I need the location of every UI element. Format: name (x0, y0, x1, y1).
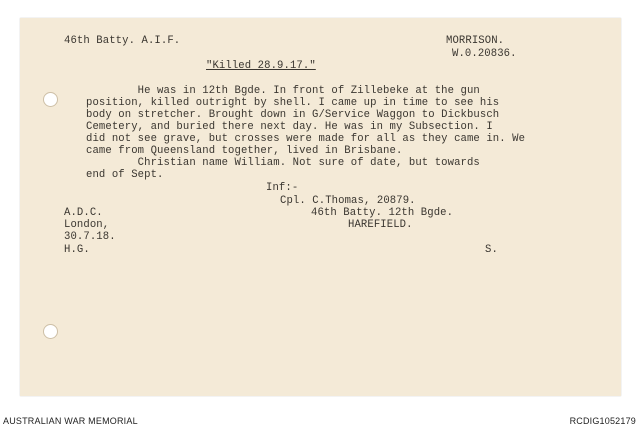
punch-hole-bottom (43, 324, 58, 339)
office-initials: H.G. (64, 244, 90, 256)
document-sheet (20, 18, 621, 396)
unit-header: 46th Batty. A.I.F. (64, 35, 181, 47)
punch-hole-top (43, 92, 58, 107)
service-number: W.0.20836. (452, 48, 517, 60)
informant-unit: 46th Batty. 12th Bgde. (311, 207, 454, 219)
statement-line: end of Sept. (86, 169, 164, 181)
informant-location: HAREFIELD. (348, 219, 413, 231)
office-date: 30.7.18. (64, 231, 116, 243)
statement-line: Christian name William. Not sure of date, but towards (86, 157, 480, 169)
signoff: S. (485, 244, 498, 256)
surname: MORRISON. (446, 35, 505, 47)
footer-archive-name: AUSTRALIAN WAR MEMORIAL (3, 416, 138, 426)
statement-line: Cemetery, and buried there next day. He was in my Subsection. I (86, 121, 493, 133)
document-title: "Killed 28.9.17." (206, 60, 316, 72)
informant-name: Cpl. C.Thomas, 20879. (280, 195, 416, 207)
informant-label: Inf:- (266, 182, 299, 194)
office-line2: London, (64, 219, 110, 231)
statement-line: did not see grave, but crosses were made for all as they came in. We (86, 133, 526, 145)
office-line1: A.D.C. (64, 207, 103, 219)
footer-record-id: RCDIG1052179 (569, 416, 636, 426)
statement-line: position, killed outright by shell. I came up in time to see his (86, 97, 500, 109)
statement-line: He was in 12th Bgde. In front of Zillebeke at the gun (86, 85, 480, 97)
statement-line: body on stretcher. Brought down in G/Service Waggon to Dickbusch (86, 109, 500, 121)
statement-line: came from Queensland together, lived in Brisbane. (86, 145, 403, 157)
